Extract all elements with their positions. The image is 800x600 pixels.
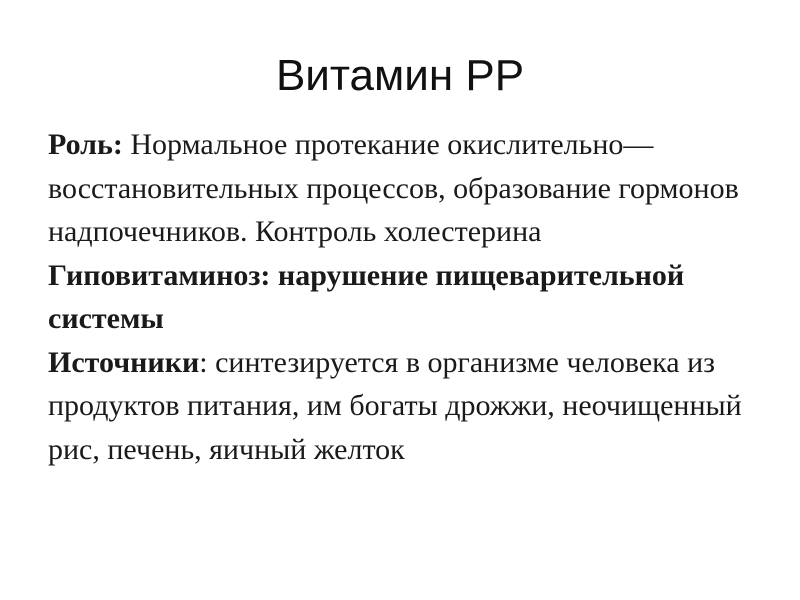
- hypovitaminosis-paragraph: [48, 254, 768, 341]
- role-label: Роль:: [48, 128, 123, 161]
- sources-label: Источники: [48, 345, 200, 379]
- slide-body: [48, 123, 768, 471]
- sources-text: : синтезируется в организме человека из продуктов питания, им богаты дрожжи, неочищенный рис, печень, яичный желток: [48, 345, 742, 466]
- role-text: Нормальное протекание окислительно—восстановительных процессов, образование гормонов надпочечников. Контроль холестерина: [48, 128, 739, 248]
- hypovitaminosis-text: Гиповитаминоз: нарушение пищеварительной системы: [48, 258, 685, 335]
- slide-title: Витамин РР: [275, 51, 525, 100]
- role-paragraph: [48, 123, 768, 254]
- sources-paragraph: [48, 341, 768, 472]
